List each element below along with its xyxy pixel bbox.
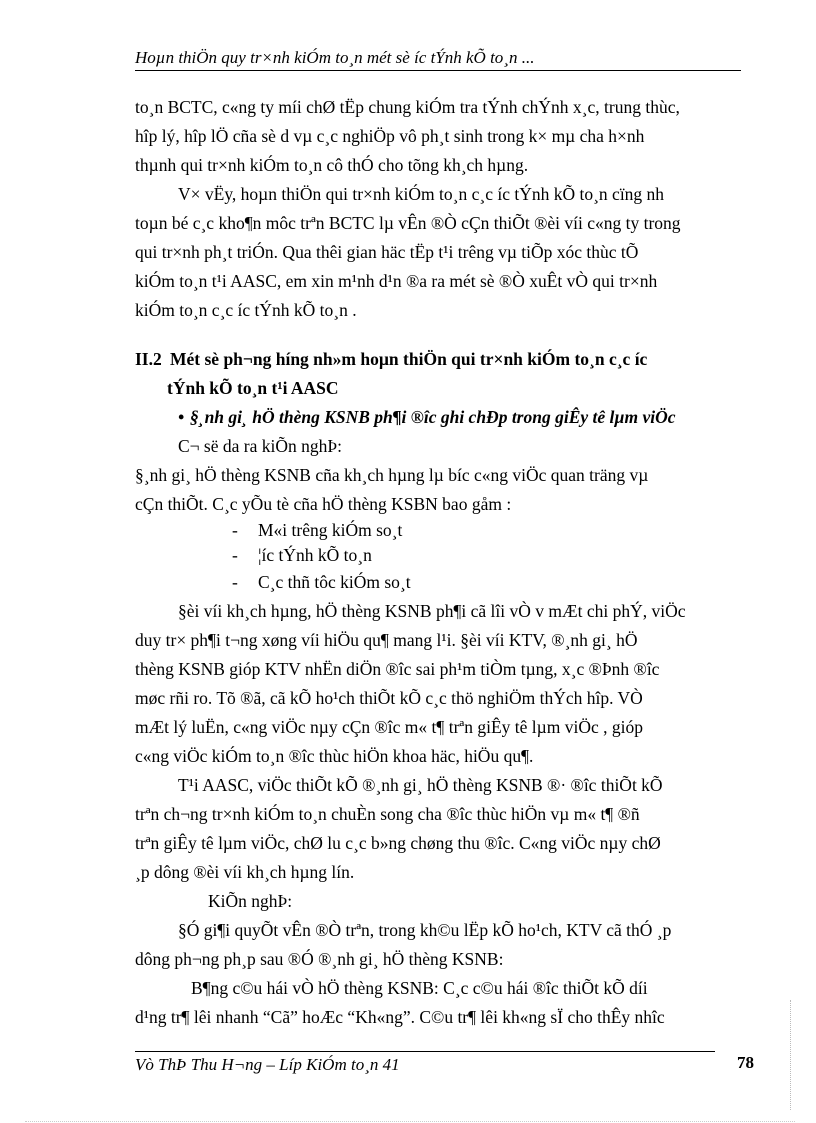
bullet-heading: §¸nh gi¸ hÖ thèng KSNB ph¶i ®îc ghi chÐp trong giÊy tê lµm viÖc <box>190 407 676 427</box>
body-line: V× vËy, hoµn thiÖn qui tr×nh kiÓm to¸n c¸c íc tÝnh kÕ to¸n cïng nh <box>178 184 665 204</box>
body-line: hîp lý, hîp lÖ cña sè d vµ c¸c nghiÖp vô ph¸t sinh trong k× mµ cha h×nh <box>135 126 645 146</box>
body-line: T¹i AASC, viÖc thiÕt kÕ ®¸nh gi¸ hÖ thèng KSNB ®· ®îc thiÕt kÕ <box>178 775 663 795</box>
list-item: C¸c thñ tôc kiÓm so¸t <box>258 572 411 592</box>
body-line: thµnh qui tr×nh kiÓm to¸n cô thÓ cho tõng kh¸ch hµng. <box>135 155 529 175</box>
body-line: KiÕn nghÞ: <box>208 891 293 911</box>
list-item: M«i trêng kiÓm so¸t <box>258 520 403 540</box>
body-line: d¹ng tr¶ lêi nhanh “Cã” hoÆc “Kh«ng”. C©u tr¶ lêi kh«ng sÏ cho thÊy nhîc <box>135 1007 665 1027</box>
list-dash: - <box>232 545 238 565</box>
footer-rule <box>135 1051 715 1052</box>
body-line: dông ph¬ng ph¸p sau ®Ó ®¸nh gi¸ hÖ thèng KSNB: <box>135 949 504 969</box>
body-line: mÆt lý luËn, c«ng viÖc nµy cÇn ®îc m« t¶ trªn giÊy tê lµm viÖc , gióp <box>135 717 643 737</box>
body-line: to¸n BCTC, c«ng ty míi chØ tËp chung kiÓm tra tÝnh chÝnh x¸c, trung thùc, <box>135 97 680 117</box>
section-number: II.2 <box>135 349 162 369</box>
footer-author: Vò ThÞ Thu H¬ng – Líp KiÓm to¸n 41 <box>135 1055 400 1074</box>
bullet-symbol: • <box>178 407 185 427</box>
body-line: møc rñi ro. Tõ ®ã, cã kÕ ho¹ch thiÕt kÕ c¸c thö nghiÖm thÝch hîp. VÒ <box>135 688 643 708</box>
section-title-cont: tÝnh kÕ to¸n t¹i AASC <box>167 378 339 398</box>
body-line: §¸nh gi¸ hÖ thèng KSNB cña kh¸ch hµng lµ bíc c«ng viÖc quan träng vµ <box>135 465 649 485</box>
body-line: ¸p dông ®èi víi kh¸ch hµng lín. <box>135 862 355 882</box>
body-line: trªn ch¬ng tr×nh kiÓm to¸n chuÈn song cha ®îc thùc hiÖn vµ m« t¶ ®ñ <box>135 804 640 824</box>
body-line: trªn giÊy tê lµm viÖc, chØ lu c¸c b»ng chøng thu ®îc. C«ng viÖc nµy chØ <box>135 833 661 853</box>
body-line: thèng KSNB gióp KTV nhËn diÖn ®îc sai ph¹m tiÒm tµng, x¸c ®Þnh ®îc <box>135 659 660 679</box>
body-line: cÇn thiÕt. C¸c yÕu tè cña hÖ thèng KSBN bao gåm : <box>135 494 512 514</box>
body-line: B¶ng c©u hái vÒ hÖ thèng KSNB: C¸c c©u hái ®îc thiÕt kÕ díi <box>191 978 648 998</box>
header-rule <box>135 70 741 71</box>
body-line: qui tr×nh ph¸t triÓn. Qua thêi gian häc tËp t¹i trêng vµ tiÕp xóc thùc tÕ <box>135 242 639 262</box>
margin-dotted-line <box>790 1000 791 1110</box>
page-number: 78 <box>737 1053 754 1072</box>
body-line: kiÓm to¸n t¹i AASC, em xin m¹nh d¹n ®a ra mét sè ®Ò xuÊt vÒ qui tr×nh <box>135 271 658 291</box>
body-line: kiÓm to¸n c¸c íc tÝnh kÕ to¸n . <box>135 300 357 320</box>
body-line: toµn bé c¸c kho¶n môc trªn BCTC lµ vÊn ®Ò cÇn thiÕt ®èi víi c«ng ty trong <box>135 213 681 233</box>
body-line: §èi víi kh¸ch hµng, hÖ thèng KSNB ph¶i cã lîi vÒ v mÆt chi phÝ, viÖc <box>178 601 686 621</box>
list-dash: - <box>232 572 238 592</box>
list-item: ¦íc tÝnh kÕ to¸n <box>258 545 372 565</box>
body-line: §Ó gi¶i quyÕt vÊn ®Ò trªn, trong kh©u lËp kÕ ho¹ch, KTV cã thÓ ¸p <box>178 920 672 940</box>
body-line: C¬ së da ra kiÕn nghÞ: <box>178 436 342 456</box>
section-title: Mét sè ph¬ng híng nh»m hoµn thiÖn qui tr×nh kiÓm to¸n c¸c íc <box>170 349 648 369</box>
running-header: Hoµn thiÖn quy tr×nh kiÓm to¸n mét sè íc tÝnh kÕ to¸n ... <box>135 48 535 67</box>
list-dash: - <box>232 520 238 540</box>
bottom-dotted-line <box>25 1121 795 1122</box>
body-line: c«ng viÖc kiÓm to¸n ®îc thùc hiÖn khoa häc, hiÖu qu¶. <box>135 746 534 766</box>
body-line: duy tr× ph¶i t¬ng xøng víi hiÖu qu¶ mang l¹i. §èi víi KTV, ®¸nh gi¸ hÖ <box>135 630 638 650</box>
